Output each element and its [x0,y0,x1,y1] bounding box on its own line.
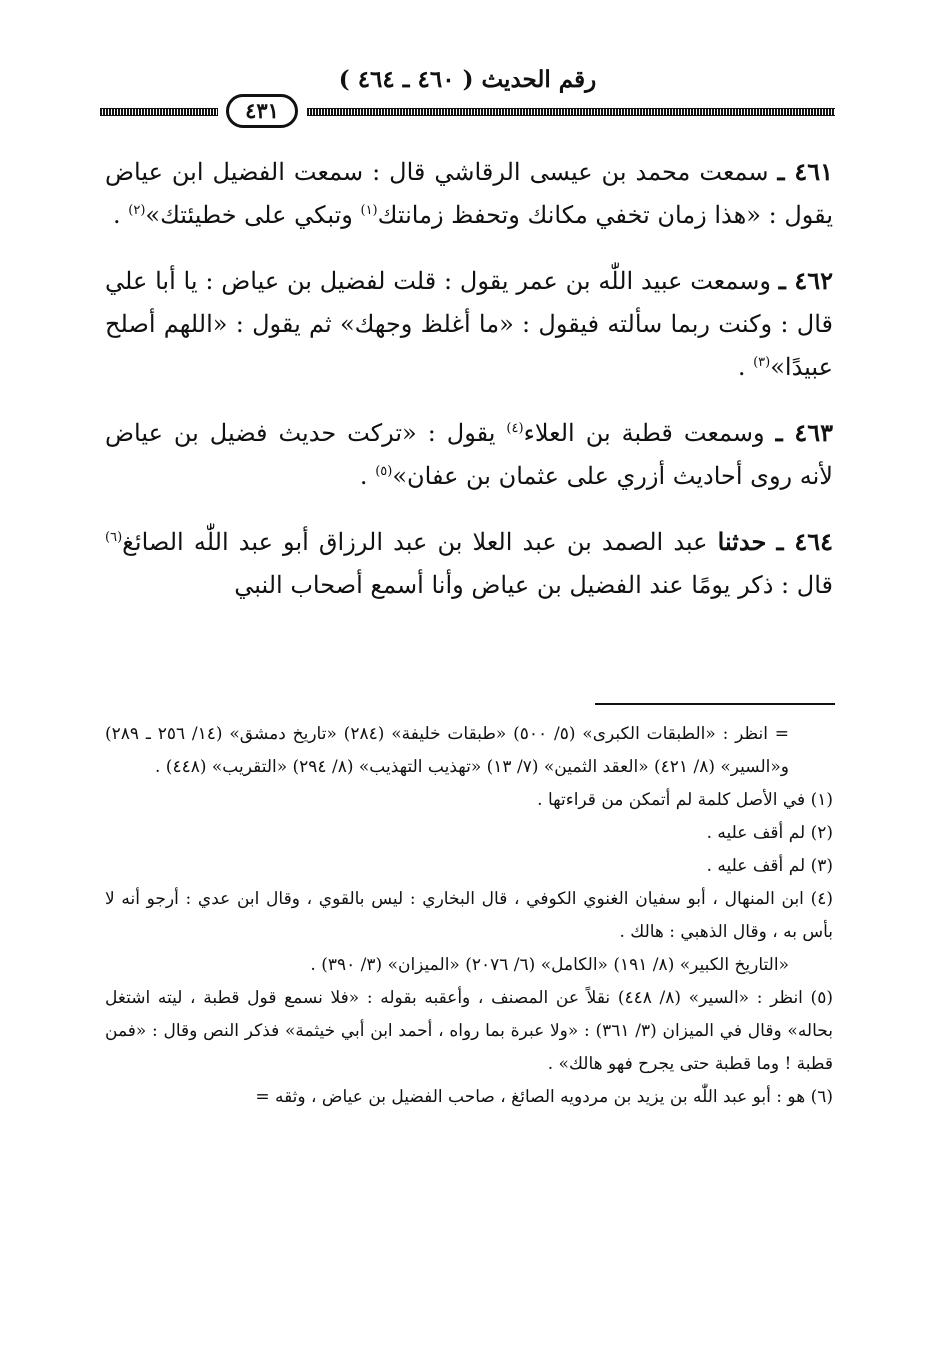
footnote-separator [595,703,835,705]
hadith-number: ٤٦٤ ـ [776,527,833,556]
page-number: ٤٣١ [226,94,298,128]
footnote-ref: (٤) [506,421,524,436]
main-text [105,150,833,629]
header-rule-left [100,108,218,116]
header-ornament [100,92,835,132]
hadith-lead-word: حدثنا [717,527,767,556]
footnote-ref: (٥) [375,464,393,479]
footnote-2: (٢) لم أقف عليه . [706,823,833,843]
hadith-text: يقول : «تركت حديث فضيل بن عياض لأنه روى أحاديث أزري على عثمان بن عفان» [105,419,833,490]
hadith-number: ٤٦٢ ـ [778,266,833,295]
footnote-1: (١) في الأصل كلمة لم أتمكن من قراءتها . [537,790,833,810]
footnotes [105,718,833,1114]
hadith-text: وسمعت قطبة بن العلاء [523,419,765,447]
footnote-ref: (١) [360,203,378,218]
hadith-text: . [112,201,129,229]
running-header: رقم الحديث ( ٤٦٠ ـ ٤٦٤ ) [338,66,597,93]
hadith-text: وتبكي على خطيئتك» [145,201,361,229]
footnote-4-sources: «التاريخ الكبير» (٨/ ١٩١) «الكامل» (٦/ ٢٠٧٦) «الميزان» (٣/ ٣٩٠) . [310,955,789,975]
footnote-6: (٦) هو : أبو عبد اللّٰه بن يزيد بن مردويه الصائغ ، صاحب الفضيل بن عياض ، وثقه = [255,1087,833,1107]
hadith-text: وسمعت عبيد اللّٰه بن عمر يقول : قلت لفضيل بن عياض : يا أبا علي قال : وكنت ربما سألته فيقول : «ما أغلظ وجهك» ثم يقول : «اللهم أصلح عبيدًا» [105,267,833,381]
hadith-number: ٤٦١ ـ [777,157,833,186]
hadith-462 [105,259,833,389]
hadith-461 [105,150,833,237]
footnote-ref: (٢) [128,203,146,218]
hadith-text: . [737,353,754,381]
hadith-text: قال : ذكر يومًا عند الفضيل بن عياض وأنا أسمع أصحاب النبي [234,571,833,599]
hadith-text: سمعت محمد بن عيسى الرقاشي قال : سمعت الفضيل ابن عياض يقول : «هذا زمان تخفي مكانك وتحفظ زمانتك [105,158,833,229]
hadith-number: ٤٦٣ ـ [775,418,834,447]
footnote-3: (٣) لم أقف عليه . [706,856,833,876]
hadith-463 [105,411,833,498]
footnote-4: (٤) ابن المنهال ، أبو سفيان الغنوي الكوفي ، قال البخاري : ليس بالقوي ، وقال ابن عدي : أرجو أنه لا بأس به ، وقال الذهبي : هالك . [105,889,833,942]
hadith-464 [105,520,833,607]
footnote-5: (٥) انظر : «السير» (٨/ ٤٤٨) نقلاً عن المصنف ، وأعقبه بقوله : «فلا نسمع قول قطبة ، ليته اشتغل بحاله» وقال في الميزان (٣/ ٣٦١) : «ولا عبرة بما رواه ، أحمد ابن أبي خيثمة» فذكر النص وقال : «فمن قطبة ! وما قطبة حتى يجرح فهو هالك» . [105,988,833,1074]
footnote-ref: (٦) [105,530,123,545]
header-rule-right [307,108,835,116]
hadith-text: . [359,462,376,490]
hadith-text: عبد الصمد بن عبد العلا بن عبد الرزاق أبو عبد اللّٰه الصائغ [122,528,718,556]
footnote-ref: (٣) [753,355,771,370]
footnote-continued: = انظر : «الطبقات الكبرى» (٥/ ٥٠٠) «طبقات خليفة» (٢٨٤) «تاريخ دمشق» (١٤/ ٢٥٦ ـ ٢٨٩) و«السير» (٨/ ٤٢١) «العقد الثمين» (٧/ ١٣) «تهذيب التهذيب» (٨/ ٢٩٤) «التقريب» (٤٤٨) . [105,724,790,777]
